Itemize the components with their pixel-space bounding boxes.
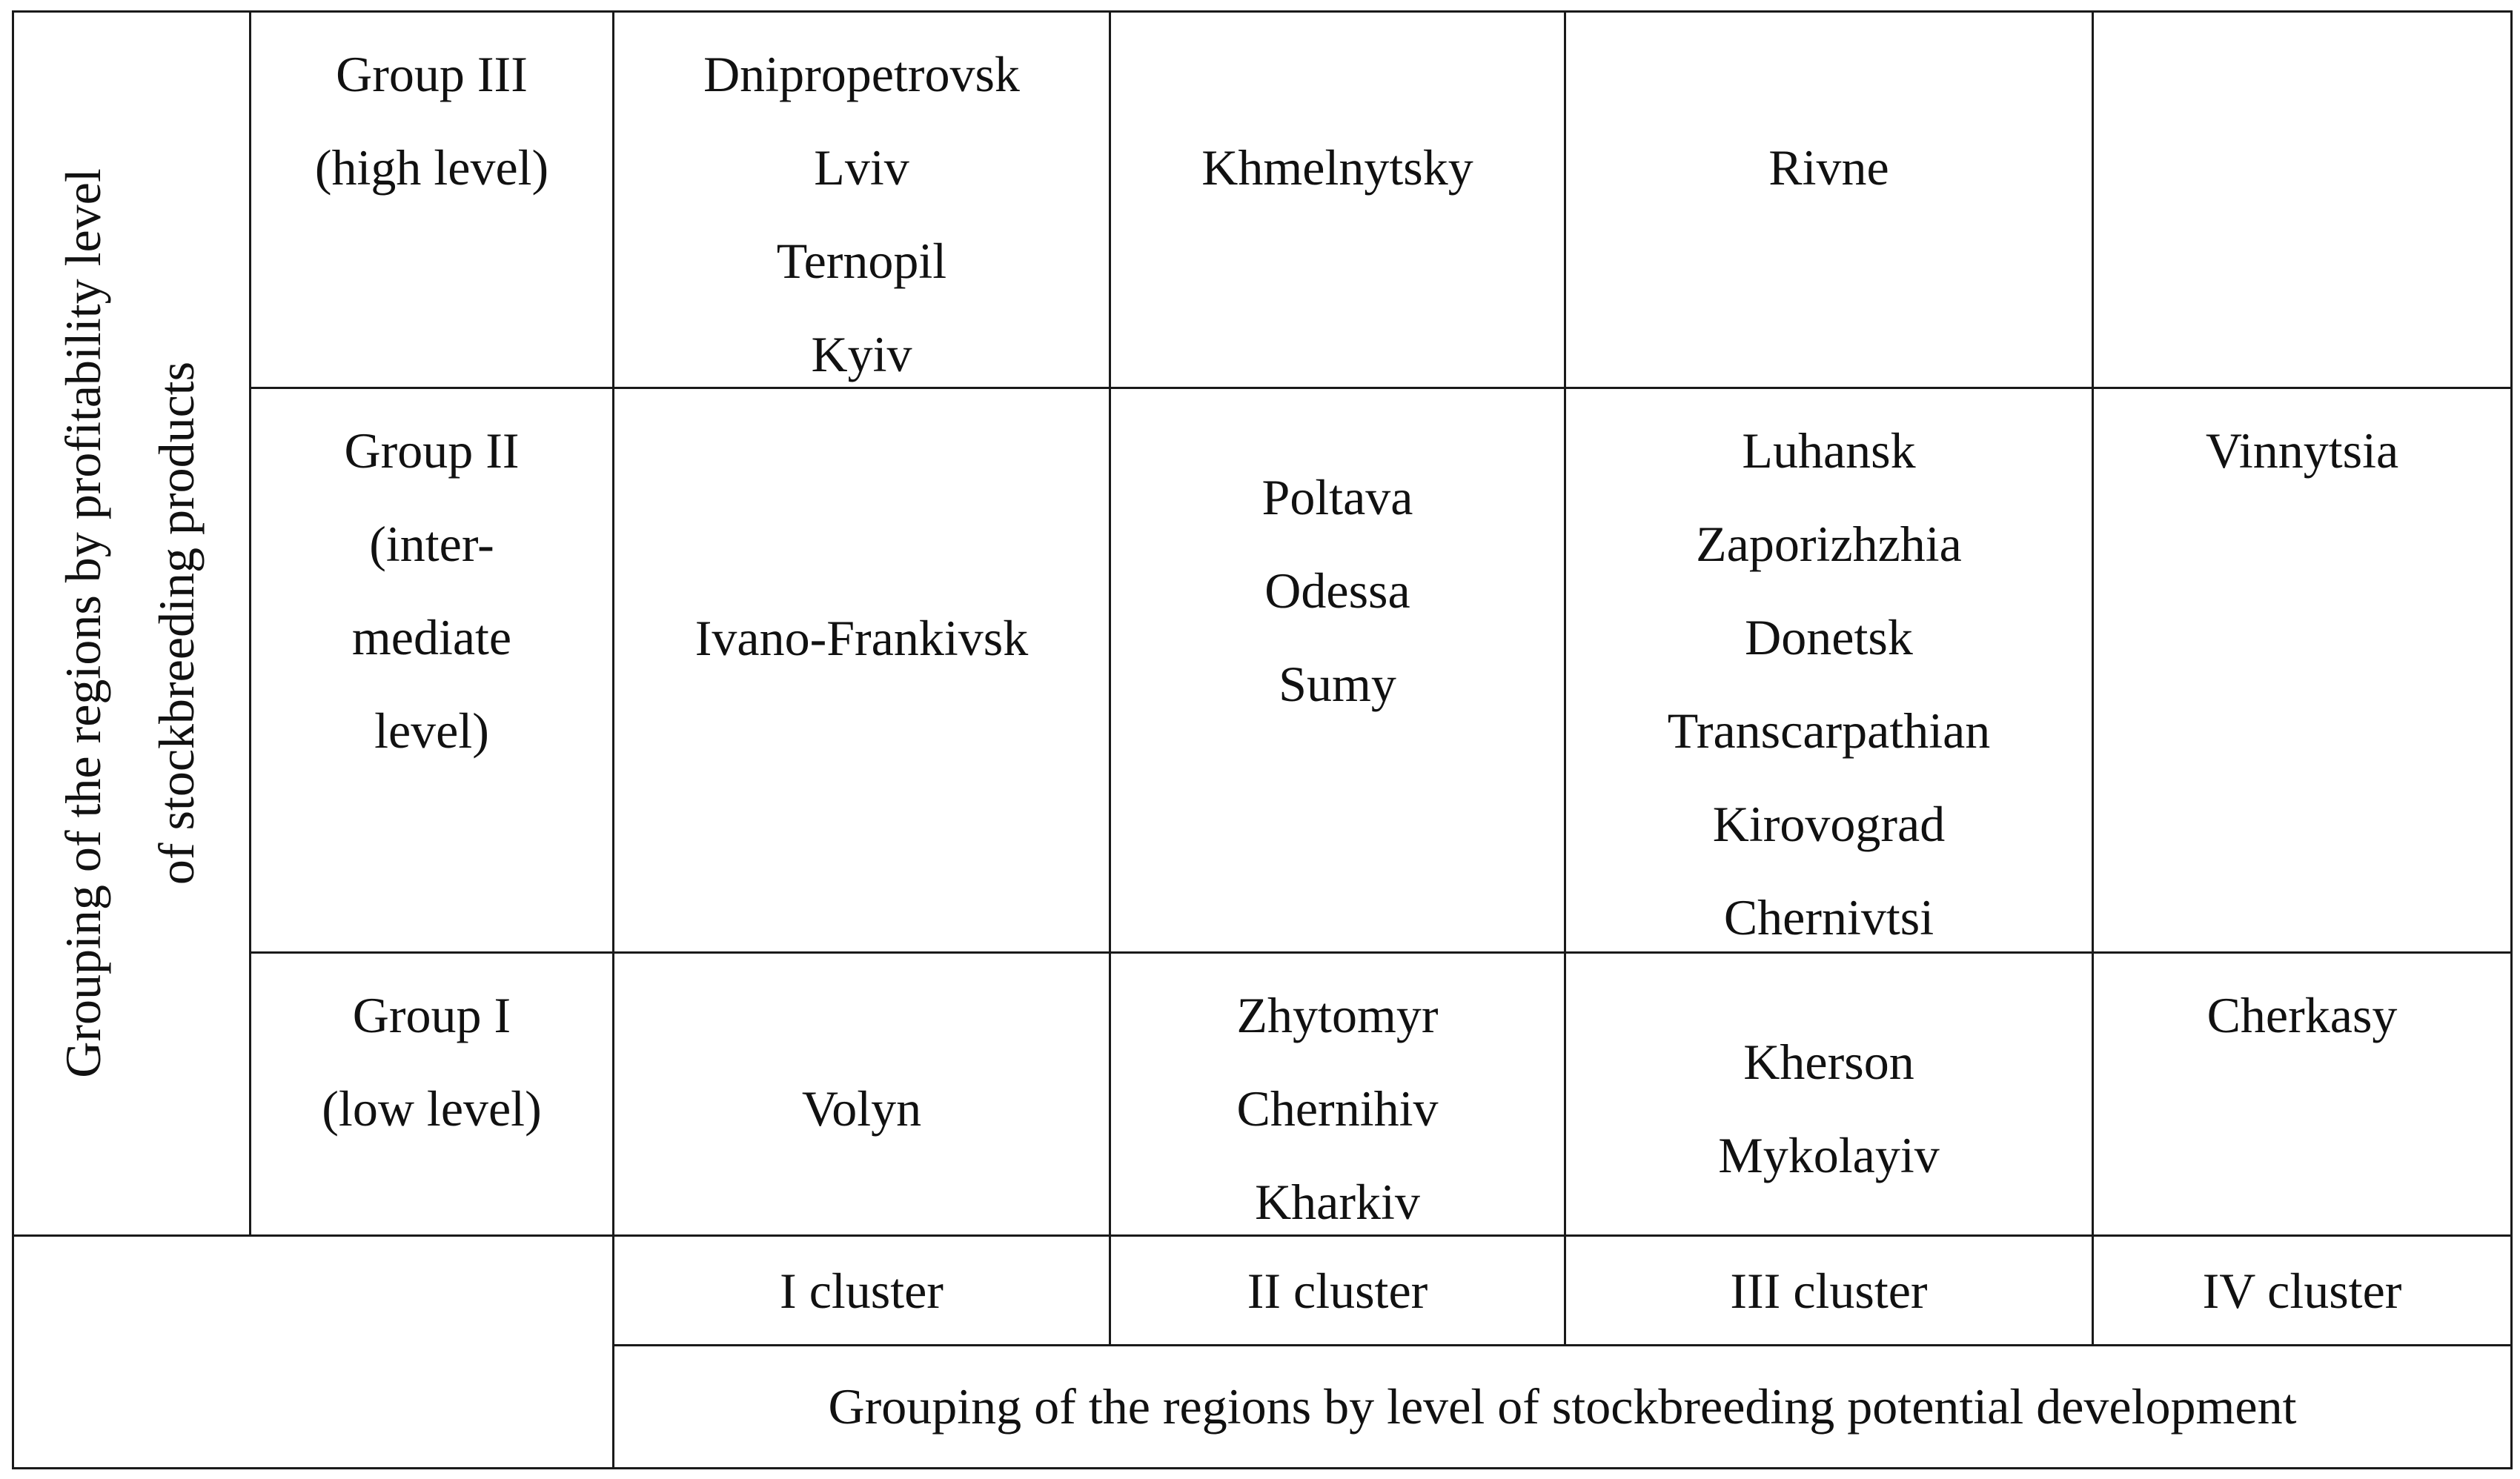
region-poltava: Poltava: [1261, 469, 1413, 525]
region-khmelnytsky: Khmelnytsky: [1201, 139, 1473, 196]
group3-cluster1-cell: [614, 13, 1109, 387]
region-vinnytsia: Vinnytsia: [2205, 422, 2399, 479]
group2-name: Group II: [344, 422, 520, 479]
row-axis-title-line1: Grouping of the regions by profitability level: [55, 168, 111, 1078]
region-zhytomyr: Zhytomyr: [1236, 987, 1439, 1043]
region-kyiv: Kyiv: [811, 326, 912, 382]
group1-cluster1-cell: [614, 954, 1109, 1234]
group1-cluster4-cell: [2094, 954, 2510, 1234]
cluster-3-label: III cluster: [1730, 1262, 1928, 1319]
region-mykolayiv: Mykolayiv: [1718, 1127, 1940, 1183]
region-ivano-frankivsk: Ivano-Frankivsk: [694, 610, 1029, 666]
group2-cluster1-cell: [614, 389, 1109, 951]
region-donetsk: Donetsk: [1745, 609, 1913, 665]
group1-cluster2-cell: [1111, 954, 1564, 1234]
row-axis-title-line2: of stockbreeding products: [148, 361, 205, 885]
region-transcarpathian: Transcarpathian: [1667, 702, 1991, 759]
region-chernivtsi: Chernivtsi: [1723, 889, 1934, 945]
table-border-bottom: [12, 1467, 2513, 1469]
group3-cluster4-cell: [2094, 13, 2510, 387]
group3-label-cell: [251, 13, 612, 387]
row-axis-title-cell: [12, 12, 248, 1234]
region-luhansk: Luhansk: [1742, 422, 1916, 479]
group2-level-line2: mediate: [351, 609, 512, 665]
group2-cluster3-cell: [1566, 389, 2092, 951]
group1-cluster3-cell: [1566, 954, 2092, 1234]
group3-level: (high level): [314, 139, 549, 196]
group3-cluster2-cell: [1111, 13, 1564, 387]
group1-level: (low level): [322, 1080, 542, 1137]
region-ternopil: Ternopil: [776, 233, 947, 289]
region-rivne: Rivne: [1768, 139, 1889, 196]
region-volyn: Volyn: [801, 1080, 922, 1137]
group2-cluster4-cell: [2094, 389, 2510, 951]
region-kirovograd: Kirovograd: [1712, 796, 1946, 852]
group3-cluster3-cell: [1566, 13, 2092, 387]
cluster-2-label: II cluster: [1247, 1262, 1428, 1319]
region-odessa: Odessa: [1264, 562, 1410, 619]
group2-level-line3: level): [374, 702, 489, 759]
region-kharkiv: Kharkiv: [1255, 1174, 1420, 1230]
region-zaporizhzhia: Zaporizhzhia: [1696, 516, 1962, 572]
group2-cluster2-cell: [1111, 389, 1564, 951]
cluster-1-label: I cluster: [780, 1262, 944, 1319]
region-kherson: Kherson: [1743, 1034, 1914, 1090]
cluster-4-label: IV cluster: [2202, 1262, 2402, 1319]
column-axis-title: Grouping of the regions by level of stockbreeding potential development: [828, 1378, 2297, 1435]
group2-label-cell: [251, 389, 612, 951]
group3-name: Group III: [336, 46, 528, 102]
region-sumy: Sumy: [1279, 656, 1396, 712]
group2-level-line1: (inter-: [369, 516, 494, 572]
region-cherkasy: Cherkasy: [2206, 987, 2398, 1043]
group1-label-cell: [251, 954, 612, 1234]
table-border-right: [2510, 10, 2513, 1469]
group1-name: Group I: [352, 987, 511, 1043]
region-chernihiv: Chernihiv: [1236, 1080, 1439, 1137]
region-dnipropetrovsk: Dnipropetrovsk: [703, 46, 1020, 102]
region-lviv: Lviv: [814, 139, 909, 196]
